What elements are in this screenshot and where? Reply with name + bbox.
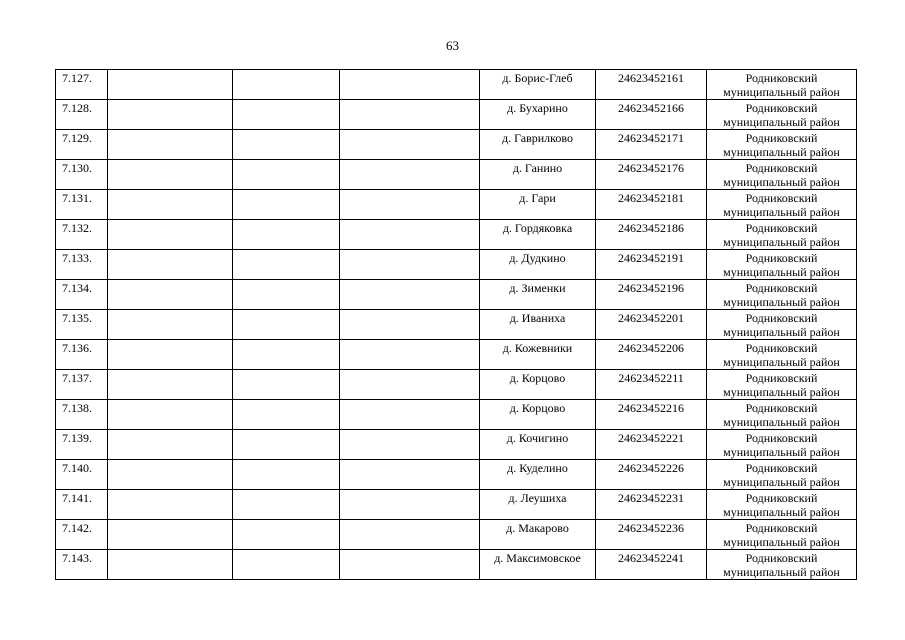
empty-cell-1	[108, 70, 233, 100]
oktmo-code-cell: 24623452216	[596, 400, 707, 430]
empty-cell-2	[233, 220, 340, 250]
district-cell	[707, 100, 857, 130]
oktmo-code-cell: 24623452191	[596, 250, 707, 280]
empty-cell-1	[108, 370, 233, 400]
table-row	[56, 310, 857, 340]
empty-cell-1	[108, 100, 233, 130]
oktmo-code-cell: 24623452206	[596, 340, 707, 370]
settlement-name-cell: д. Дудкино	[480, 250, 596, 280]
empty-cell-3	[340, 520, 480, 550]
empty-cell-3	[340, 190, 480, 220]
oktmo-code-cell: 24623452196	[596, 280, 707, 310]
settlement-name-cell: д. Корцово	[480, 370, 596, 400]
empty-cell-2	[233, 190, 340, 220]
district-cell	[707, 490, 857, 520]
empty-cell-3	[340, 100, 480, 130]
empty-cell-2	[233, 130, 340, 160]
settlements-table	[55, 69, 857, 580]
empty-cell-3	[340, 220, 480, 250]
district-type-line: муниципальный район	[723, 265, 840, 279]
settlement-name-cell: д. Бухарино	[480, 100, 596, 130]
settlement-name-cell: д. Иваниха	[480, 310, 596, 340]
district-name-line: Родниковский	[745, 161, 818, 175]
empty-cell-1	[108, 520, 233, 550]
table-row	[56, 460, 857, 490]
empty-cell-2	[233, 370, 340, 400]
row-number-cell: 7.135.	[56, 310, 108, 340]
table-row	[56, 220, 857, 250]
district-cell	[707, 400, 857, 430]
empty-cell-1	[108, 280, 233, 310]
row-number-cell: 7.141.	[56, 490, 108, 520]
empty-cell-3	[340, 370, 480, 400]
table-body	[56, 70, 857, 580]
district-name-line: Родниковский	[745, 281, 818, 295]
empty-cell-3	[340, 460, 480, 490]
settlement-name-cell: д. Ганино	[480, 160, 596, 190]
district-name-line: Родниковский	[745, 251, 818, 265]
district-cell	[707, 160, 857, 190]
empty-cell-2	[233, 550, 340, 580]
oktmo-code-cell: 24623452176	[596, 160, 707, 190]
settlement-name-cell: д. Куделино	[480, 460, 596, 490]
district-cell	[707, 190, 857, 220]
row-number-cell: 7.129.	[56, 130, 108, 160]
empty-cell-2	[233, 100, 340, 130]
district-type-line: муниципальный район	[723, 325, 840, 339]
district-name-line: Родниковский	[745, 131, 818, 145]
district-name-line: Родниковский	[745, 221, 818, 235]
empty-cell-1	[108, 430, 233, 460]
table-row	[56, 190, 857, 220]
table-row	[56, 280, 857, 310]
district-type-line: муниципальный район	[723, 175, 840, 189]
district-name-line: Родниковский	[745, 101, 818, 115]
row-number-cell: 7.140.	[56, 460, 108, 490]
district-type-line: муниципальный район	[723, 355, 840, 369]
district-cell	[707, 220, 857, 250]
oktmo-code-cell: 24623452201	[596, 310, 707, 340]
empty-cell-2	[233, 490, 340, 520]
row-number-cell: 7.137.	[56, 370, 108, 400]
row-number-cell: 7.143.	[56, 550, 108, 580]
oktmo-code-cell: 24623452236	[596, 520, 707, 550]
oktmo-code-cell: 24623452166	[596, 100, 707, 130]
settlement-name-cell: д. Гаврилково	[480, 130, 596, 160]
row-number-cell: 7.134.	[56, 280, 108, 310]
empty-cell-3	[340, 490, 480, 520]
district-name-line: Родниковский	[745, 371, 818, 385]
empty-cell-1	[108, 190, 233, 220]
oktmo-code-cell: 24623452241	[596, 550, 707, 580]
district-cell	[707, 70, 857, 100]
table-row	[56, 130, 857, 160]
table-row	[56, 340, 857, 370]
district-cell	[707, 130, 857, 160]
district-cell	[707, 310, 857, 340]
empty-cell-3	[340, 400, 480, 430]
district-name-line: Родниковский	[745, 491, 818, 505]
district-type-line: муниципальный район	[723, 415, 840, 429]
row-number-cell: 7.127.	[56, 70, 108, 100]
row-number-cell: 7.133.	[56, 250, 108, 280]
oktmo-code-cell: 24623452186	[596, 220, 707, 250]
empty-cell-2	[233, 70, 340, 100]
row-number-cell: 7.139.	[56, 430, 108, 460]
district-type-line: муниципальный район	[723, 235, 840, 249]
empty-cell-1	[108, 550, 233, 580]
district-name-line: Родниковский	[745, 431, 818, 445]
district-name-line: Родниковский	[745, 461, 818, 475]
district-type-line: муниципальный район	[723, 475, 840, 489]
district-type-line: муниципальный район	[723, 145, 840, 159]
district-type-line: муниципальный район	[723, 505, 840, 519]
empty-cell-3	[340, 160, 480, 190]
row-number-cell: 7.130.	[56, 160, 108, 190]
oktmo-code-cell: 24623452171	[596, 130, 707, 160]
district-cell	[707, 280, 857, 310]
table-row	[56, 490, 857, 520]
district-name-line: Родниковский	[745, 191, 818, 205]
settlement-name-cell: д. Максимовское	[480, 550, 596, 580]
district-type-line: муниципальный район	[723, 115, 840, 129]
row-number-cell: 7.131.	[56, 190, 108, 220]
empty-cell-2	[233, 460, 340, 490]
district-name-line: Родниковский	[745, 311, 818, 325]
district-cell	[707, 460, 857, 490]
district-type-line: муниципальный район	[723, 445, 840, 459]
empty-cell-1	[108, 130, 233, 160]
settlement-name-cell: д. Гари	[480, 190, 596, 220]
settlement-name-cell: д. Леушиха	[480, 490, 596, 520]
empty-cell-2	[233, 430, 340, 460]
empty-cell-3	[340, 310, 480, 340]
district-name-line: Родниковский	[745, 71, 818, 85]
empty-cell-3	[340, 550, 480, 580]
table-row	[56, 250, 857, 280]
empty-cell-1	[108, 220, 233, 250]
oktmo-code-cell: 24623452221	[596, 430, 707, 460]
settlement-name-cell: д. Гордяковка	[480, 220, 596, 250]
empty-cell-1	[108, 490, 233, 520]
district-name-line: Родниковский	[745, 341, 818, 355]
oktmo-code-cell: 24623452181	[596, 190, 707, 220]
empty-cell-3	[340, 340, 480, 370]
empty-cell-2	[233, 280, 340, 310]
empty-cell-2	[233, 160, 340, 190]
empty-cell-3	[340, 130, 480, 160]
oktmo-code-cell: 24623452161	[596, 70, 707, 100]
empty-cell-3	[340, 430, 480, 460]
empty-cell-1	[108, 340, 233, 370]
district-cell	[707, 340, 857, 370]
settlement-name-cell: д. Макарово	[480, 520, 596, 550]
empty-cell-3	[340, 250, 480, 280]
district-name-line: Родниковский	[745, 551, 818, 565]
oktmo-code-cell: 24623452211	[596, 370, 707, 400]
district-type-line: муниципальный район	[723, 385, 840, 399]
empty-cell-2	[233, 520, 340, 550]
oktmo-code-cell: 24623452231	[596, 490, 707, 520]
district-type-line: муниципальный район	[723, 535, 840, 549]
table-row	[56, 100, 857, 130]
empty-cell-1	[108, 250, 233, 280]
district-name-line: Родниковский	[745, 401, 818, 415]
empty-cell-2	[233, 250, 340, 280]
settlement-name-cell: д. Кочигино	[480, 430, 596, 460]
row-number-cell: 7.132.	[56, 220, 108, 250]
empty-cell-1	[108, 400, 233, 430]
table-row	[56, 400, 857, 430]
row-number-cell: 7.138.	[56, 400, 108, 430]
table-row	[56, 550, 857, 580]
district-cell	[707, 370, 857, 400]
empty-cell-2	[233, 340, 340, 370]
district-cell	[707, 550, 857, 580]
table-row	[56, 520, 857, 550]
district-type-line: муниципальный район	[723, 85, 840, 99]
row-number-cell: 7.128.	[56, 100, 108, 130]
district-type-line: муниципальный район	[723, 205, 840, 219]
district-type-line: муниципальный район	[723, 295, 840, 309]
empty-cell-1	[108, 460, 233, 490]
settlement-name-cell: д. Зименки	[480, 280, 596, 310]
empty-cell-3	[340, 280, 480, 310]
empty-cell-1	[108, 160, 233, 190]
table-row	[56, 430, 857, 460]
district-cell	[707, 430, 857, 460]
page-number: 63	[446, 38, 459, 53]
district-name-line: Родниковский	[745, 521, 818, 535]
empty-cell-2	[233, 310, 340, 340]
empty-cell-3	[340, 70, 480, 100]
row-number-cell: 7.142.	[56, 520, 108, 550]
settlement-name-cell: д. Кожевники	[480, 340, 596, 370]
table-row	[56, 370, 857, 400]
empty-cell-2	[233, 400, 340, 430]
district-cell	[707, 250, 857, 280]
settlement-name-cell: д. Борис-Глеб	[480, 70, 596, 100]
row-number-cell: 7.136.	[56, 340, 108, 370]
empty-cell-1	[108, 310, 233, 340]
table-row	[56, 160, 857, 190]
district-cell	[707, 520, 857, 550]
district-type-line: муниципальный район	[723, 565, 840, 579]
oktmo-code-cell: 24623452226	[596, 460, 707, 490]
settlement-name-cell: д. Корцово	[480, 400, 596, 430]
table-row	[56, 70, 857, 100]
